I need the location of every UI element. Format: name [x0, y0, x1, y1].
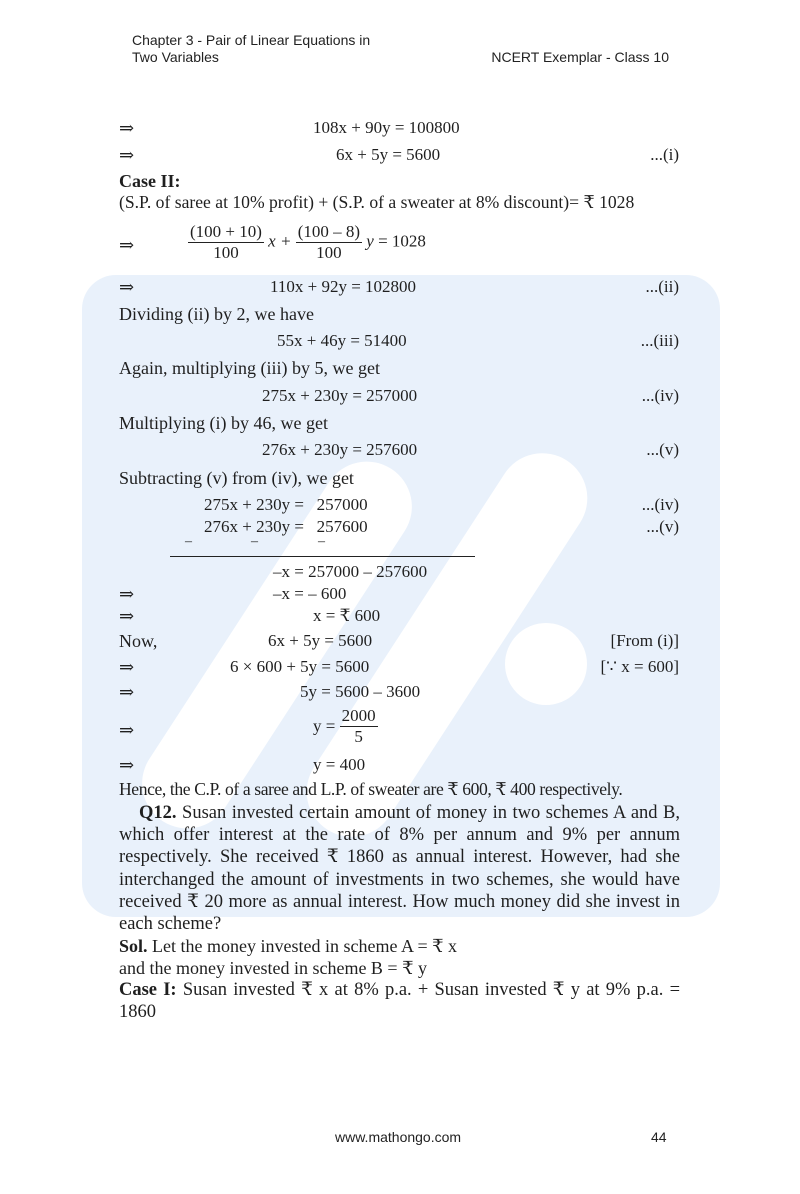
fraction-equation	[313, 706, 378, 747]
denominator: 100	[316, 243, 342, 262]
case-label: Case I:	[119, 980, 177, 1000]
case-heading	[119, 170, 181, 192]
equation: x = ₹ 600	[313, 606, 381, 625]
equation-tag: ...(v)	[646, 440, 679, 459]
fraction	[296, 222, 362, 263]
equation: 108x + 90y = 100800	[313, 118, 460, 137]
implies-symbol: ⇒	[119, 235, 135, 255]
equation-tag: ...(i)	[650, 145, 679, 164]
implies-symbol: ⇒	[119, 657, 135, 677]
implies-symbol: ⇒	[119, 118, 135, 138]
question-q12	[119, 802, 680, 935]
equation: 55x + 46y = 51400	[277, 331, 407, 350]
question-text: Susan invested certain amount of money in two schemes A and B, which offer interest at the rate of 8% per annum and 9% per annum respectively. She received ₹ 1860 as annual interest. However, had she interchanged the amount of investments in two schemes, she would have received ₹ 20 more as annual interest. How much money did she invest in each scheme?	[119, 803, 681, 935]
fraction	[188, 222, 264, 263]
case-description: (S.P. of saree at 10% profit) + (S.P. of a sweater at 8% discount)= ₹ 1028	[119, 192, 635, 212]
case-heading-text: Case II:	[119, 171, 181, 191]
implies-symbol: ⇒	[119, 720, 135, 740]
equation: –x = 257000 – 257600	[273, 562, 428, 581]
watermark-dot	[505, 623, 587, 705]
chapter-title-line1: Chapter 3 - Pair of Linear Equations in	[132, 32, 371, 48]
equation: 6 × 600 + 5y = 5600	[230, 657, 370, 676]
equation-tag: [From (i)]	[610, 631, 679, 650]
numerator: (100 + 10)	[190, 222, 262, 241]
equation-tag: ...(iv)	[641, 386, 679, 405]
step-text: Again, multiplying (iii) by 5, we get	[119, 358, 380, 378]
step-text: Dividing (ii) by 2, we have	[119, 304, 314, 324]
rhs: = 1028	[378, 231, 426, 251]
implies-symbol: ⇒	[119, 606, 135, 626]
minus-sign: –	[251, 534, 258, 549]
chapter-title	[132, 32, 370, 66]
implies-symbol: ⇒	[119, 145, 135, 165]
equation: 6x + 5y = 5600	[336, 145, 441, 164]
equation: 275x + 230y = 257000	[262, 386, 418, 405]
equation: –x = – 600	[273, 584, 347, 603]
implies-symbol: ⇒	[119, 277, 135, 297]
implies-symbol: ⇒	[119, 682, 135, 702]
book-title: NCERT Exemplar - Class 10	[491, 49, 669, 65]
now-label: Now,	[119, 631, 158, 651]
equation: 110x + 92y = 102800	[270, 277, 417, 296]
step-text: Subtracting (v) from (iv), we get	[119, 468, 354, 488]
page-number: 44	[651, 1129, 667, 1145]
equation: 276x + 230y = 257600	[204, 517, 368, 536]
equation-tag: [∵ x = 600]	[600, 657, 679, 676]
conclusion: Hence, the C.P. of a saree and L.P. of sweater are ₹ 600, ₹ 400 respectively.	[119, 779, 623, 799]
case-text: Susan invested ₹ x at 8% p.a. + Susan invested ₹ y at 9% p.a. = 1860	[119, 980, 680, 1023]
implies-symbol: ⇒	[119, 755, 135, 775]
equation: 6x + 5y = 5600	[268, 631, 373, 650]
equation: 276x + 230y = 257600	[262, 440, 418, 459]
equation-tag: ...(ii)	[645, 277, 679, 296]
solution-line1	[119, 935, 457, 957]
question-label: Q12.	[139, 803, 177, 823]
minus-sign: –	[318, 534, 325, 549]
equation-tag: ...(iv)	[641, 495, 679, 514]
subtraction-rule	[170, 556, 475, 557]
numerator: 2000	[341, 706, 376, 725]
lhs: y =	[313, 716, 336, 736]
solution-label: Sol.	[119, 936, 148, 956]
denominator: 5	[354, 727, 363, 746]
chapter-title-line2: Two Variables	[132, 49, 219, 65]
case1-text	[119, 979, 680, 1023]
footer-url: www.mathongo.com	[335, 1129, 462, 1145]
equation: 5y = 5600 – 3600	[300, 682, 421, 701]
solution-text: Let the money invested in scheme A = ₹ x	[152, 936, 458, 956]
equation-tag: ...(v)	[646, 517, 679, 536]
fraction-equation: $\frac{(100 + 10)}{100}$ x + $\frac{(100 - 8)}{100}$ y = 1028	[190, 222, 426, 262]
numerator: (100 – 8)	[297, 222, 361, 241]
minus-sign: –	[185, 534, 192, 549]
implies-symbol: ⇒	[119, 584, 135, 604]
equation: y = 400	[313, 755, 366, 774]
step-text: Multiplying (i) by 46, we get	[119, 413, 328, 433]
fraction	[340, 706, 378, 747]
denominator: 100	[213, 243, 239, 262]
solution-line2: and the money invested in scheme B = ₹ y	[119, 958, 428, 978]
equation: 275x + 230y = 257000	[204, 495, 368, 514]
equation-tag: ...(iii)	[640, 331, 679, 350]
